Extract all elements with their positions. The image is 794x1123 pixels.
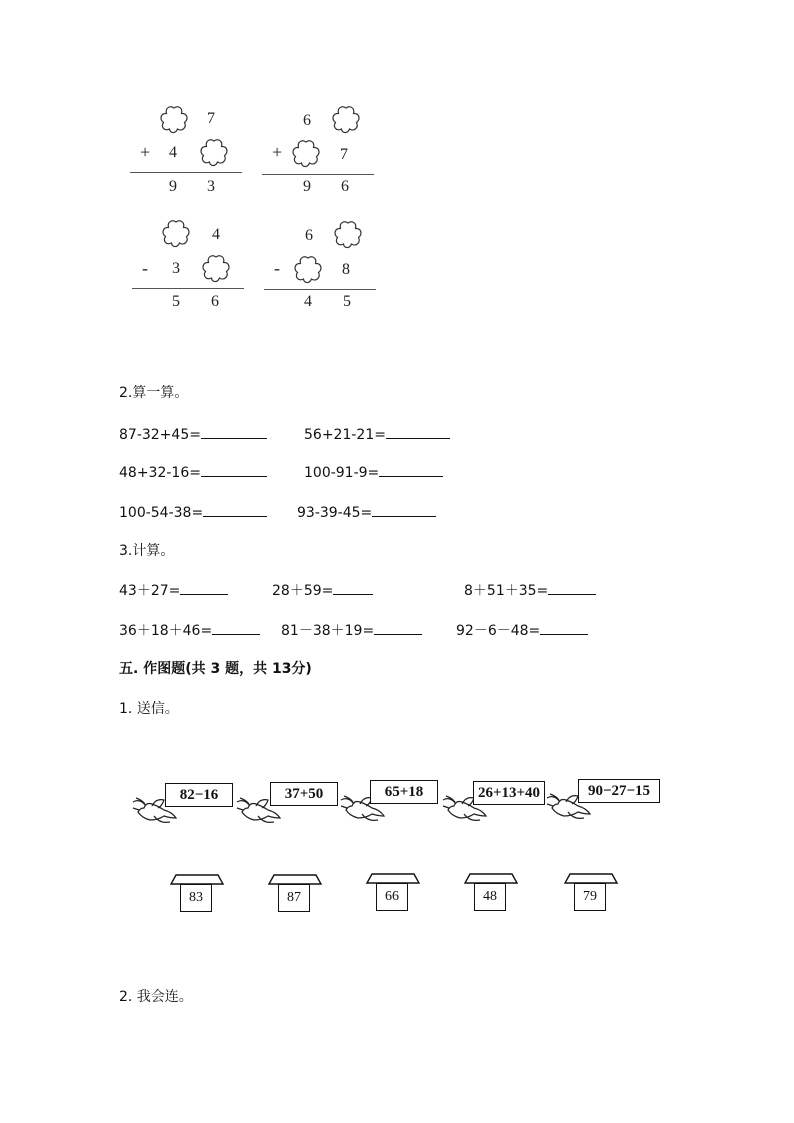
house-number: 48 <box>474 883 506 911</box>
result-tens: 5 <box>172 293 180 310</box>
equation-text: 87-32+45= <box>119 427 201 443</box>
question-2-title: 2.算一算。 <box>119 385 189 401</box>
bird-letter-2 <box>234 780 344 826</box>
equation-text: 48+32-16= <box>119 465 201 481</box>
section-5-title: 五. 作图题(共 3 题，共 13分) <box>119 661 312 677</box>
operator: + <box>140 142 151 162</box>
sum-line <box>130 172 242 173</box>
equation-item <box>119 424 267 443</box>
answer-blank[interactable] <box>540 620 588 635</box>
difference-line <box>264 289 376 290</box>
bird-letter-4 <box>440 778 550 824</box>
answer-blank[interactable] <box>212 620 260 635</box>
puzzle-4 <box>264 218 380 314</box>
equation-item <box>119 462 267 481</box>
house-number: 83 <box>180 884 212 912</box>
flower-icon <box>332 219 364 251</box>
answer-blank[interactable] <box>372 502 436 517</box>
equation-text: 8＋51＋35= <box>464 583 549 599</box>
digit-mid: 3 <box>172 260 180 277</box>
flower-icon <box>200 253 232 285</box>
question-5-1-title: 1. 送信。 <box>119 701 179 717</box>
equation-text: 81－38＋19= <box>281 623 375 639</box>
flower-icon <box>330 104 362 136</box>
equation-item <box>119 620 260 640</box>
bird-letter-5 <box>544 776 668 822</box>
question-3-title: 3.计算。 <box>119 543 175 559</box>
equation-item <box>119 580 228 600</box>
question-5-2-title: 2. 我会连。 <box>119 989 193 1005</box>
answer-blank[interactable] <box>203 502 267 517</box>
digit-top: 7 <box>207 110 215 127</box>
result-tens: 9 <box>303 178 311 195</box>
answer-blank[interactable] <box>180 580 228 595</box>
equation-text: 92－6－48= <box>456 623 541 639</box>
puzzle-1 <box>128 104 244 200</box>
bird-letter-3 <box>338 778 448 824</box>
equation-text: 43＋27= <box>119 583 181 599</box>
house-3[interactable] <box>366 873 420 917</box>
letter-card[interactable]: 26+13+40 <box>473 781 545 805</box>
operator: - <box>274 258 280 278</box>
puzzle-3 <box>130 218 246 314</box>
equation-item <box>297 502 436 521</box>
digit-mid: 4 <box>169 144 177 161</box>
house-4[interactable] <box>464 873 518 917</box>
equation-text: 36＋18＋46= <box>119 623 213 639</box>
operator: + <box>272 142 283 162</box>
answer-blank[interactable] <box>386 424 450 439</box>
flower-icon <box>198 137 230 169</box>
digit-mid: 8 <box>342 261 350 278</box>
answer-blank[interactable] <box>548 580 596 595</box>
equation-text: 100-91-9= <box>304 465 380 481</box>
flower-icon <box>290 138 322 170</box>
house-5[interactable] <box>564 873 618 917</box>
letter-card[interactable]: 82−16 <box>165 783 233 807</box>
answer-blank[interactable] <box>379 462 443 477</box>
equation-text: 93-39-45= <box>297 505 373 521</box>
puzzle-2 <box>262 104 378 200</box>
equation-item <box>272 580 373 600</box>
equation-item <box>456 620 588 640</box>
operator: - <box>142 258 148 278</box>
result-tens: 4 <box>304 293 312 310</box>
digit-top: 4 <box>212 226 220 243</box>
result-ones: 6 <box>211 293 219 310</box>
answer-blank[interactable] <box>374 620 422 635</box>
result-ones: 6 <box>341 178 349 195</box>
equation-item <box>119 502 267 521</box>
answer-blank[interactable] <box>333 580 373 595</box>
result-ones: 5 <box>343 293 351 310</box>
equation-text: 28＋59= <box>272 583 334 599</box>
equation-item <box>304 424 450 443</box>
digit-mid: 7 <box>340 146 348 163</box>
result-ones: 3 <box>207 178 215 195</box>
equation-text: 56+21-21= <box>304 427 386 443</box>
letter-card[interactable]: 65+18 <box>370 780 438 804</box>
house-number: 87 <box>278 884 310 912</box>
digit-top: 6 <box>305 227 313 244</box>
sum-line <box>262 174 374 175</box>
answer-blank[interactable] <box>201 424 267 439</box>
flower-icon <box>160 218 192 250</box>
equation-item <box>464 580 596 600</box>
flower-icon <box>158 104 190 136</box>
house-2[interactable] <box>268 874 322 918</box>
house-number: 79 <box>574 883 606 911</box>
digit-top: 6 <box>303 112 311 129</box>
equation-item <box>281 620 422 640</box>
equation-item <box>304 462 443 481</box>
equation-text: 100-54-38= <box>119 505 204 521</box>
flower-icon <box>292 254 324 286</box>
house-number: 66 <box>376 883 408 911</box>
letter-card[interactable]: 37+50 <box>270 782 338 806</box>
result-tens: 9 <box>169 178 177 195</box>
letter-card[interactable]: 90−27−15 <box>578 779 660 803</box>
difference-line <box>132 288 244 289</box>
house-1[interactable] <box>170 874 224 918</box>
bird-letter-1 <box>130 780 240 826</box>
answer-blank[interactable] <box>201 462 267 477</box>
